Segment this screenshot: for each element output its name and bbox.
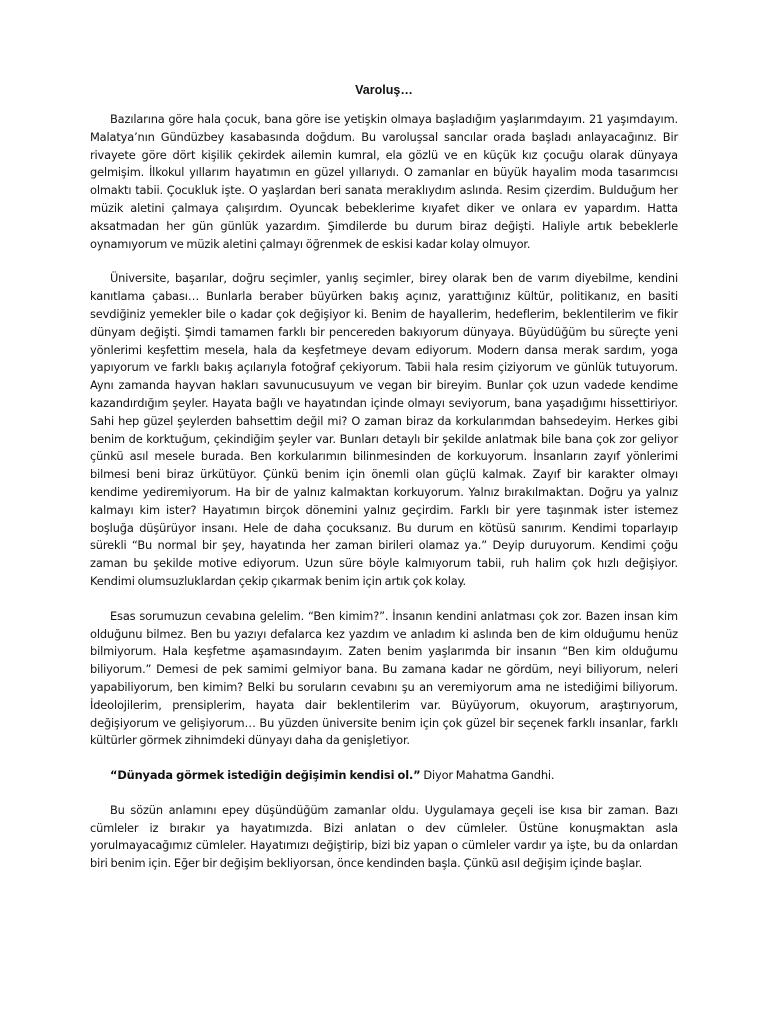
paragraph-who-am-i: Esas sorumuzun cevabına gelelim. “Ben kimim?”. İnsanın kendini anlatması çok zor. Bazen insan kim olduğunu bilmez. Ben bu yazıyı defalarca kez yazdım ve anladım ki aslında ben de kim olduğumu henüz bilmiyorum. Hala keşfetme aşamasındayım. Zaten benim yaşlarımda bir insanın “Ben kim olduğumu biliyorum.” Demesi de pek samimi gelmiyor bana. Bu zamana kadar ne gördüm, neyi biliyorum, neleri yapabiliyorum, ben kimim? Belki bu soruların cevabını şu an veremiyorum ama ne istediğimi biliyorum. İdeolojilerim, prensiplerim, hayata dair beklentilerim var. Büyüyorum, okuyorum, araştırıyorum, değişiyorum ve gelişiyorum… Bu yüzden üniversite benim için çok güzel bir seçenek farklı insanlar, farklı kültürler görmek zihnimdeki dünyayı daha da genişletiyor. (90, 608, 678, 748)
paragraph-intro: Bazılarına göre hala çocuk, bana göre ise yetişkin olmaya başladığım yaşlarımdayım. 21 yaşımdayım. Malatya’nın Gündüzbey kasabasında doğdum. Bu varoluşsal sancılar orada başladı anlayacağınız. Bir rivayete göre dört kişilik çekirdek ailemin kumral, ela gözlü ve en küçük kız çocuğu olarak dünyaya gelmişim. İlkokul yıllarım hayatımın en güzel yıllarıydı. O zamanlar en büyük hayalim moda tasarımcısı olmaktı tabii. Çocukluk işte. O yaşlardan beri sanata meraklıydım aslında. Resim çizerdim. Bulduğum her müzik aletini çalmaya çalışırdım. Oyuncak bebeklerime kıyafet diker ve onlara ev yapardım. Hatta aksatmadan her gün günlük yazardım. Şimdilerde bu durum biraz değişti. Haliyle artık bebeklerle oynamıyorum ve müzik aletini çalmayı öğrenmek de eskisi kadar kolay olmuyor. (90, 112, 678, 251)
paragraph-university: Üniversite, başarılar, doğru seçimler, yanlış seçimler, birey olarak ben de varım diyebilme, kendini kanıtlama çabası… Bunlarla beraber büyürken bakış açınız, yarattığınız kültür, politikanız, en basiti sevdiğiniz yemekler bile o kadar çok değişiyor ki. Benim de hayallerim, hedeflerim, beklentilerim ve fikir dünyam değişti. Şimdi tamamen farklı bir pencereden bakıyorum dünyaya. Büyüdüğüm bu süreçte yeni yönlerimi keşfettim mesela, hala da keşfetmeye devam ediyorum. Modern dansa merak sardım, yoga yapıyorum ve farklı bakış açılarıyla fotoğraf çekiyorum. Tabii hala resim çiziyorum ve günlük tutuyorum. Aynı zamanda hayvan hakları savunucusuyum ve vegan bir bireyim. Bunlar çok uzun vadede kendime kazandırdığım şeyler. Hayata bağlı ve hayatından içinde olmayı seviyorum, bana yaşadığımı hissettiriyor. Sahi hep güzel şeylerden bahsettim değil mi? O zaman biraz da korkularımdan bahsedeyim. Herkes gibi benim de korktuğum, çekindiğim şeyler var. Bunları detaylı bir şekilde anlatmak bile bana çok zor geliyor çünkü asıl mesele burada. Ben korkularımın bilinmesinden de korkuyorum. İnsanların zayıf yönlerimi bilmesi beni biraz ürkütüyor. Çünkü benim için önemli olan güçlü kalmak. Zayıf bir karakter olmayı kendime yediremiyorum. Ha bir de yalnız kalmaktan korkuyorum. Yalnız bırakılmaktan. Doğru ya yalnız kalmayı kim ister? Hayatımın birçok dönemini yalnız geçirdim. Farklı bir yere taşınmak ister istemez boşluğa düşürüyor insanı. Hele de daha çocuksanız. Bu durum en kötüsü sanırım. Kendimi toparlayıp sürekli “Bu normal bir şey, hayatında her zaman birileri olamaz ya.” Deyip duruyorum. Kendimi çoğu zaman bu şekilde motive ediyorum. Uzun süre böyle kalmıyorum tabii, ruh halim çok hızlı değişiyor. Kendimi olumsuzluklardan çekip çıkarmak benim için artık çok kolay. (90, 271, 678, 588)
paragraph-closing: Bu sözün anlamını epey düşündüğüm zamanlar oldu. Uygulamaya geçeli ise kısa bir zaman. Bazı cümleler iz bırakır ya hayatımızda. Bizi anlatan o dev cümleler. Üstüne konuşmaktan asla yorulmayacağımız cümleler. Hayatımızı değiştirip, bizi biz yapan o cümleler vardır ya işte, bu da onlardan biri benim için. Eğer bir değişim bekliyorsan, önce kendinden başla. Çünkü asıl değişim içinde başlar. (90, 802, 678, 871)
quote-attribution: Diyor Mahatma Gandhi. (420, 768, 555, 783)
document-title: Varoluş… (355, 83, 413, 97)
gandhi-quote: “Dünyada görmek istediğin değişimin kendisi ol.” (110, 768, 421, 783)
document-body (90, 111, 678, 890)
quote-paragraph (90, 767, 678, 785)
